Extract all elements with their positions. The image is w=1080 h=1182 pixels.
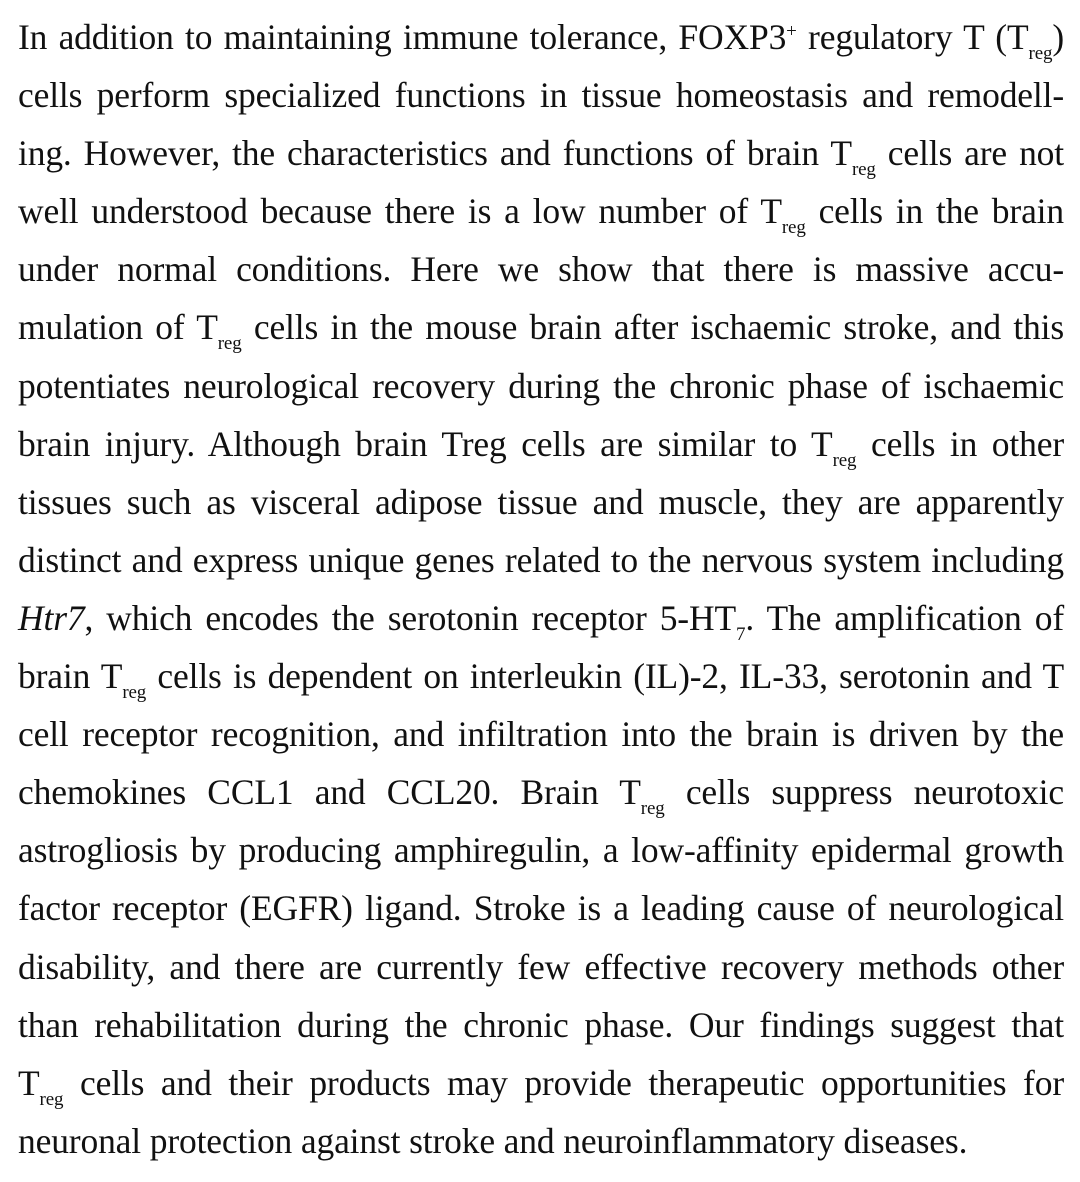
abstract-line — [18, 1112, 1064, 1170]
subscript-text: reg — [851, 159, 876, 181]
text-segment: cells in other — [856, 423, 1064, 464]
text-segment: cells is dependent on interleukin (IL)-2, IL-33, serotonin and T — [146, 656, 1065, 697]
abstract-line — [18, 938, 1064, 996]
abstract-line — [18, 8, 1064, 66]
abstract-line — [18, 879, 1064, 937]
text-segment: disability, and there are currently few effective recovery methods other — [18, 946, 1064, 987]
abstract-line — [18, 531, 1064, 589]
abstract-line — [18, 589, 1064, 647]
abstract-line — [18, 124, 1064, 182]
abstract-line — [18, 1054, 1064, 1112]
text-segment: cells and their products may provide therapeutic opportunities for — [63, 1062, 1064, 1103]
text-segment: distinct and express unique genes related to the nervous system including — [18, 539, 1064, 580]
text-segment: ing. However, the characteristics and functions of brain T — [18, 133, 852, 174]
abstract-line — [18, 182, 1064, 240]
text-segment: tissues such as visceral adipose tissue and muscle, they are apparently — [18, 481, 1064, 522]
subscript-text: reg — [217, 333, 242, 355]
abstract-line — [18, 821, 1064, 879]
italic-text: Htr7 — [18, 597, 85, 638]
abstract-line — [18, 357, 1064, 415]
subscript-text: reg — [781, 217, 806, 239]
text-segment: cells suppress neurotoxic — [664, 772, 1064, 813]
text-segment: astrogliosis by producing amphiregulin, a low-affinity epidermal growth — [18, 830, 1064, 871]
abstract-line — [18, 473, 1064, 531]
text-segment: than rehabilitation during the chronic phase. Our findings suggest that — [18, 1004, 1064, 1045]
abstract-line — [18, 415, 1064, 473]
abstract-line — [18, 298, 1064, 356]
abstract-line — [18, 763, 1064, 821]
abstract-line — [18, 705, 1064, 763]
text-segment: brain injury. Although brain Treg cells are similar to T — [18, 423, 833, 464]
text-segment: factor receptor (EGFR) ligand. Stroke is a leading cause of neurological — [18, 888, 1064, 929]
abstract-line — [18, 996, 1064, 1054]
subscript-text: reg — [122, 682, 147, 704]
abstract-paragraph — [18, 8, 1064, 1170]
subscript-text: reg — [640, 798, 665, 820]
text-segment: potentiates neurological recovery during the chronic phase of ischaemic — [18, 365, 1064, 406]
subscript-text: reg — [1028, 43, 1053, 64]
subscript-text: 7 — [736, 623, 746, 645]
text-segment: cells are not — [875, 133, 1064, 174]
text-segment: well understood because there is a low number of T — [18, 191, 782, 232]
text-segment: under normal conditions. Here we show that there is massive accu- — [18, 249, 1064, 290]
abstract-line — [18, 66, 1064, 124]
text-segment: neuronal protection against stroke and neuroinflammatory diseases. — [18, 1120, 968, 1161]
subscript-text: reg — [39, 1088, 64, 1110]
text-segment: cell receptor recognition, and infiltration into the brain is driven by the — [18, 714, 1064, 755]
text-segment: . The amplification of — [745, 597, 1064, 638]
text-segment: brain T — [18, 656, 123, 697]
text-segment: T — [18, 1062, 40, 1103]
text-segment: , which encodes the serotonin receptor 5-HT — [84, 597, 736, 638]
text-segment: cells perform specialized functions in tissue homeostasis and remodell- — [18, 75, 1064, 116]
superscript-text: + — [786, 21, 797, 42]
text-segment: cells in the mouse brain after ischaemic stroke, and this — [241, 307, 1065, 348]
text-segment: chemokines CCL1 and CCL20. Brain T — [18, 772, 641, 813]
text-segment: mulation of T — [18, 307, 218, 348]
subscript-text: reg — [832, 449, 857, 471]
text-segment: ) — [1052, 17, 1065, 57]
abstract-line — [18, 240, 1064, 298]
text-segment: In addition to maintaining immune tolerance, FOXP3 — [18, 17, 787, 57]
text-segment: regulatory T (T — [796, 17, 1029, 57]
abstract-line — [18, 647, 1064, 705]
text-segment: cells in the brain — [805, 191, 1064, 232]
